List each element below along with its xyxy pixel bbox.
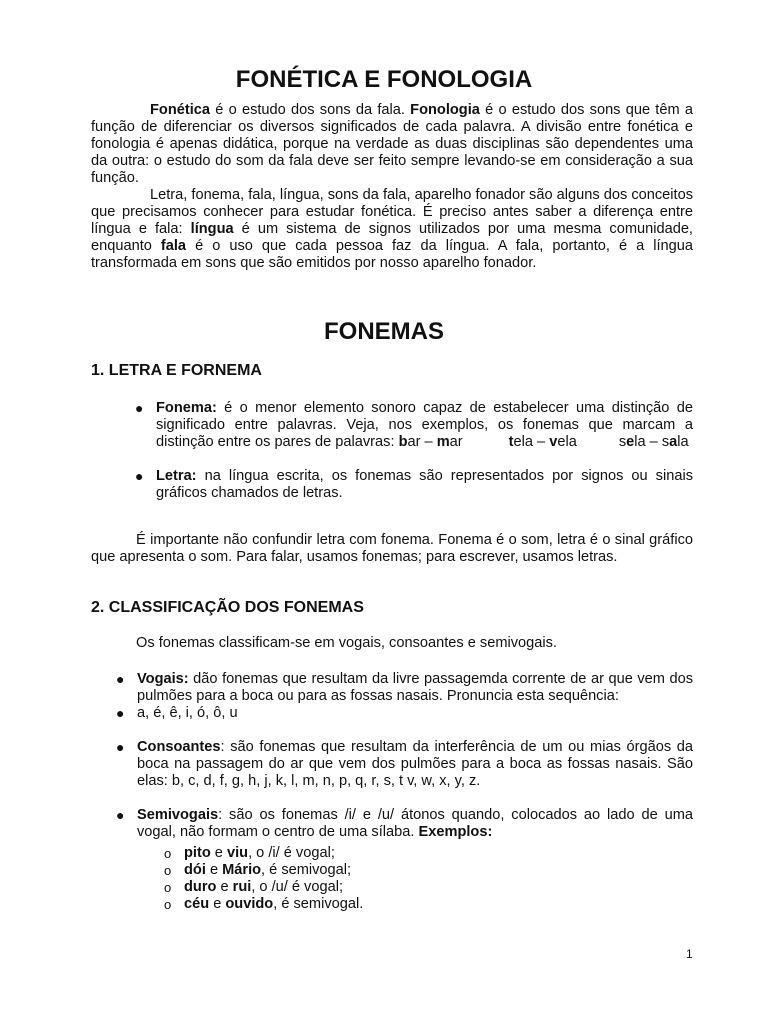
example-word: dói	[184, 862, 206, 878]
label-fonema: Fonema:	[156, 400, 217, 416]
vogais-sequence: a, é, ê, i, ó, ô, u	[137, 705, 238, 721]
heading-classificacao: 2. CLASSIFICAÇÃO DOS FONEMAS	[91, 599, 364, 616]
definitions-list	[135, 400, 693, 502]
term-fonetica: Fonética	[150, 102, 211, 118]
text-span: , o /i/ é vogal;	[248, 845, 335, 861]
text-span: é um sistema de signos utilizados por uma mesma comunidade, enquanto	[91, 221, 693, 254]
text-span: é o estudo dos sons da fala.	[210, 102, 411, 118]
vogais-list	[116, 671, 693, 841]
example-letter: t	[508, 434, 514, 450]
circle-bullet-icon: o	[164, 880, 172, 895]
text-span: e	[209, 896, 226, 912]
example-word: rui	[232, 879, 252, 895]
example-letter: a	[669, 434, 678, 450]
list-item-fonema	[135, 400, 693, 451]
text-span: e	[205, 862, 223, 878]
label-semivogais: Semivogais	[137, 807, 219, 823]
bullet-icon: ●	[135, 400, 144, 416]
bullet-icon: ●	[116, 671, 125, 687]
example-word: viu	[226, 845, 249, 861]
circle-bullet-icon: o	[164, 863, 172, 878]
text-span: é o menor elemento sonoro capaz de estabelecer uma distinção de significado entre palavras. Veja, nos exemplos, os fonemas que marcam a distinção entre os pares de palavras:	[156, 400, 693, 450]
classificacao-intro: Os fonemas classificam-se em vogais, consoantes e semivogais.	[136, 635, 557, 651]
example-letter: v	[549, 434, 558, 450]
text-span: é o uso que cada pessoa faz da língua. A fala, portanto, é a língua transformada em sons que são emitidos por nosso aparelho fonador.	[91, 238, 693, 271]
page-number: 1	[686, 947, 693, 961]
label-vogais: Vogais:	[137, 671, 189, 687]
label-letra: Letra:	[156, 468, 197, 484]
list-item-letra	[135, 468, 693, 502]
example-letter: e	[626, 434, 635, 450]
example-word: céu	[184, 896, 210, 912]
text-span: , é semivogal;	[261, 862, 352, 878]
text-span: s	[618, 434, 627, 450]
bullet-icon: ●	[116, 705, 125, 721]
examples-list	[164, 845, 693, 913]
text-span: la	[677, 434, 689, 450]
example-letter: b	[398, 434, 408, 450]
term-lingua: língua	[190, 221, 234, 237]
intro-text	[91, 102, 693, 272]
note-paragraph: É importante não confundir letra com fonema. Fonema é o som, letra é o sinal gráfico que apresenta o som. Para falar, usamos fonemas; para escrever, usamos letras.	[91, 532, 693, 565]
label-exemplos: Exemplos:	[418, 824, 493, 840]
circle-bullet-icon: o	[164, 897, 172, 912]
example-word: pito	[184, 845, 211, 861]
bullet-icon: ●	[116, 807, 125, 823]
text-span: na língua escrita, os fonemas são representados por signos ou sinais gráficos chamados de letras.	[156, 468, 693, 501]
text-span: : são fonemas que resultam da interferência de um ou mias órgãos da boca na passagem do ar que vem dos pulmões para a boca as fossas nasais. São elas: b, c, d, f, g, h, j, k, l, m, n, p, q, r, s, t v, w, x, y, z.	[137, 739, 693, 789]
term-fala: fala	[160, 238, 187, 254]
list-item-semivogais	[116, 807, 693, 841]
section-title: FONEMAS	[324, 318, 444, 345]
list-item-consoantes	[116, 739, 693, 790]
text-span: la –	[634, 434, 662, 450]
list-item-vogais	[116, 671, 693, 705]
label-consoantes: Consoantes	[137, 739, 221, 755]
heading-letra-fonema: 1. LETRA E FORNEMA	[91, 362, 262, 379]
example-letter: m	[436, 434, 450, 450]
list-item-vogais-sequence	[116, 705, 693, 722]
example-item	[164, 896, 693, 913]
text-span: ela	[557, 434, 577, 450]
example-item	[164, 879, 693, 896]
example-word: duro	[184, 879, 217, 895]
example-word: ouvido	[225, 896, 274, 912]
example-item	[164, 845, 693, 862]
text-span: Letra, fonema, fala, língua, sons da fala, aparelho fonador são alguns dos conceitos que precisamos conhecer para estudar fonética. É preciso antes saber a diferença entre língua e fala:	[91, 187, 693, 237]
page-title: FONÉTICA E FONOLOGIA	[235, 66, 533, 93]
example-word: Mário	[222, 862, 262, 878]
bullet-icon: ●	[116, 739, 125, 755]
text-span: é o estudo dos sons que têm a função de diferenciar os diversos significados de cada palavra. A divisão entre fonética e fonologia é apenas didática, porque na verdade as duas disciplinas são dependentes uma da outra: o estudo do som da fala deve ser feito sempre levando-se em consideração a sua função.	[91, 102, 693, 186]
bullet-icon: ●	[135, 468, 144, 484]
text-span: e	[210, 845, 227, 861]
text-span: dão fonemas que resultam da livre passagemda corrente de ar que vem dos pulmões para a boca ou para as fossas nasais. Pronuncia esta sequência:	[137, 671, 693, 704]
text-span: ela –	[513, 434, 550, 450]
text-span: e	[216, 879, 233, 895]
text-span: ar –	[407, 434, 437, 450]
text-span: s	[661, 434, 670, 450]
example-item	[164, 862, 693, 879]
circle-bullet-icon: o	[164, 846, 172, 861]
intro-paragraph-1	[91, 102, 693, 187]
text-span: ar	[449, 434, 463, 450]
text-span: , é semivogal.	[273, 896, 364, 912]
term-fonologia: Fonologia	[410, 102, 480, 118]
intro-paragraph-2	[91, 187, 693, 272]
text-span: , o /u/ é vogal;	[251, 879, 344, 895]
text-span: : são os fonemas /i/ e /u/ átonos quando, colocados ao lado de uma vogal, não formam o centro de uma sílaba.	[137, 807, 693, 840]
